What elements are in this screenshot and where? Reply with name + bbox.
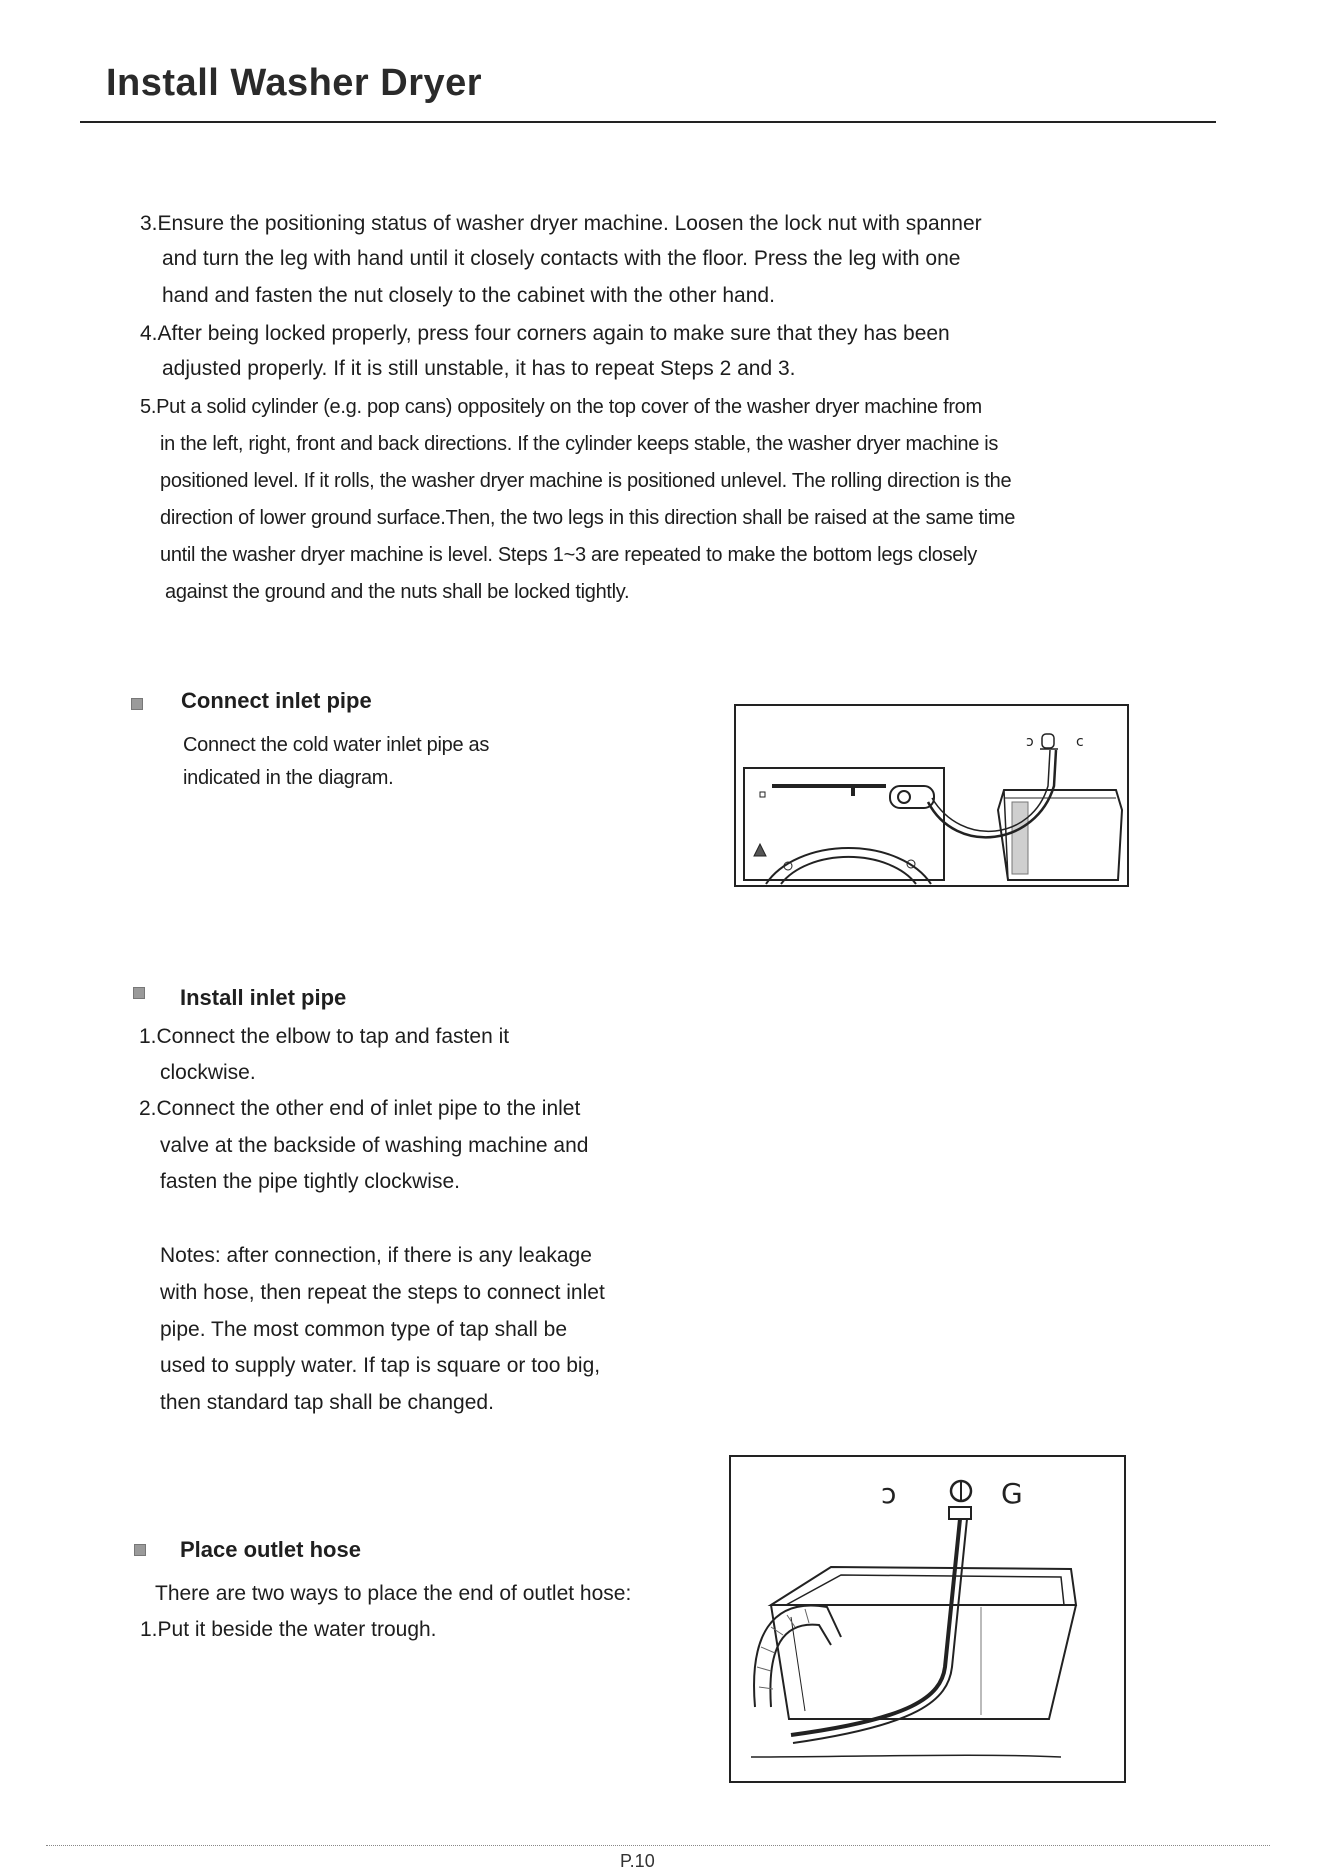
svg-text:ɔ: ɔ	[881, 1477, 897, 1510]
steps-line: 3.Ensure the positioning status of washer dryer machine. Loosen the lock nut with spanner	[140, 212, 982, 235]
svg-text:ɔ: ɔ	[1026, 734, 1034, 750]
steps-line: direction of lower ground surface.Then, the two legs in this direction shall be raised at the same time	[160, 507, 1016, 529]
section-bullet	[134, 1544, 146, 1556]
title-divider	[80, 121, 1216, 123]
outlet-line: 1.Put it beside the water trough.	[140, 1618, 437, 1641]
inlet-pipe-diagram	[734, 704, 1129, 887]
notes-line: pipe. The most common type of tap shall be	[160, 1318, 567, 1341]
install-line: clockwise.	[160, 1061, 256, 1084]
connect-inlet-heading: Connect inlet pipe	[181, 688, 372, 713]
steps-line: adjusted properly. If it is still unstable, it has to repeat Steps 2 and 3.	[162, 357, 796, 380]
install-line: 1.Connect the elbow to tap and fasten it	[139, 1025, 510, 1048]
steps-line: positioned level. If it rolls, the washer dryer machine is positioned unlevel. The rolling direction is the	[160, 470, 1012, 492]
notes-line: then standard tap shall be changed.	[160, 1391, 494, 1414]
notes-line: Notes: after connection, if there is any leakage	[160, 1244, 592, 1267]
page-title: Install Washer Dryer	[106, 62, 483, 104]
notes-line: used to supply water. If tap is square or too big,	[160, 1354, 601, 1377]
trough-hose-illustration	[731, 1457, 1124, 1781]
install-line: valve at the backside of washing machine and	[160, 1134, 589, 1157]
connect-line: indicated in the diagram.	[183, 767, 394, 789]
install-line: fasten the pipe tightly clockwise.	[160, 1170, 460, 1193]
outlet-line: There are two ways to place the end of outlet hose:	[155, 1582, 632, 1605]
steps-line: and turn the leg with hand until it closely contacts with the floor. Press the leg with one	[162, 247, 961, 270]
steps-line: against the ground and the nuts shall be locked tightly.	[165, 581, 630, 603]
outlet-hose-diagram	[729, 1455, 1126, 1783]
steps-line: hand and fasten the nut closely to the cabinet with the other hand.	[162, 284, 775, 307]
steps-line: 4.After being locked properly, press four corners again to make sure that they has been	[140, 322, 950, 345]
outlet-hose-heading: Place outlet hose	[180, 1537, 361, 1562]
steps-line: in the left, right, front and back directions. If the cylinder keeps stable, the washer dryer machine is	[160, 433, 999, 455]
steps-line: 5.Put a solid cylinder (e.g. pop cans) oppositely on the top cover of the washer dryer machine from	[140, 396, 982, 418]
steps-line: until the washer dryer machine is level. Steps 1~3 are repeated to make the bottom legs closely	[160, 544, 977, 566]
page-number: P.10	[620, 1851, 655, 1871]
install-line: 2.Connect the other end of inlet pipe to the inlet	[139, 1097, 581, 1120]
section-bullet	[133, 987, 145, 999]
footer-divider	[46, 1845, 1270, 1846]
notes-line: with hose, then repeat the steps to connect inlet	[160, 1281, 605, 1304]
svg-text:c: c	[1076, 734, 1084, 750]
connect-line: Connect the cold water inlet pipe as	[183, 734, 490, 756]
washer-back-illustration	[736, 706, 1127, 885]
svg-text:G: G	[1001, 1477, 1023, 1510]
section-bullet	[131, 698, 143, 710]
install-inlet-heading: Install inlet pipe	[180, 985, 347, 1010]
